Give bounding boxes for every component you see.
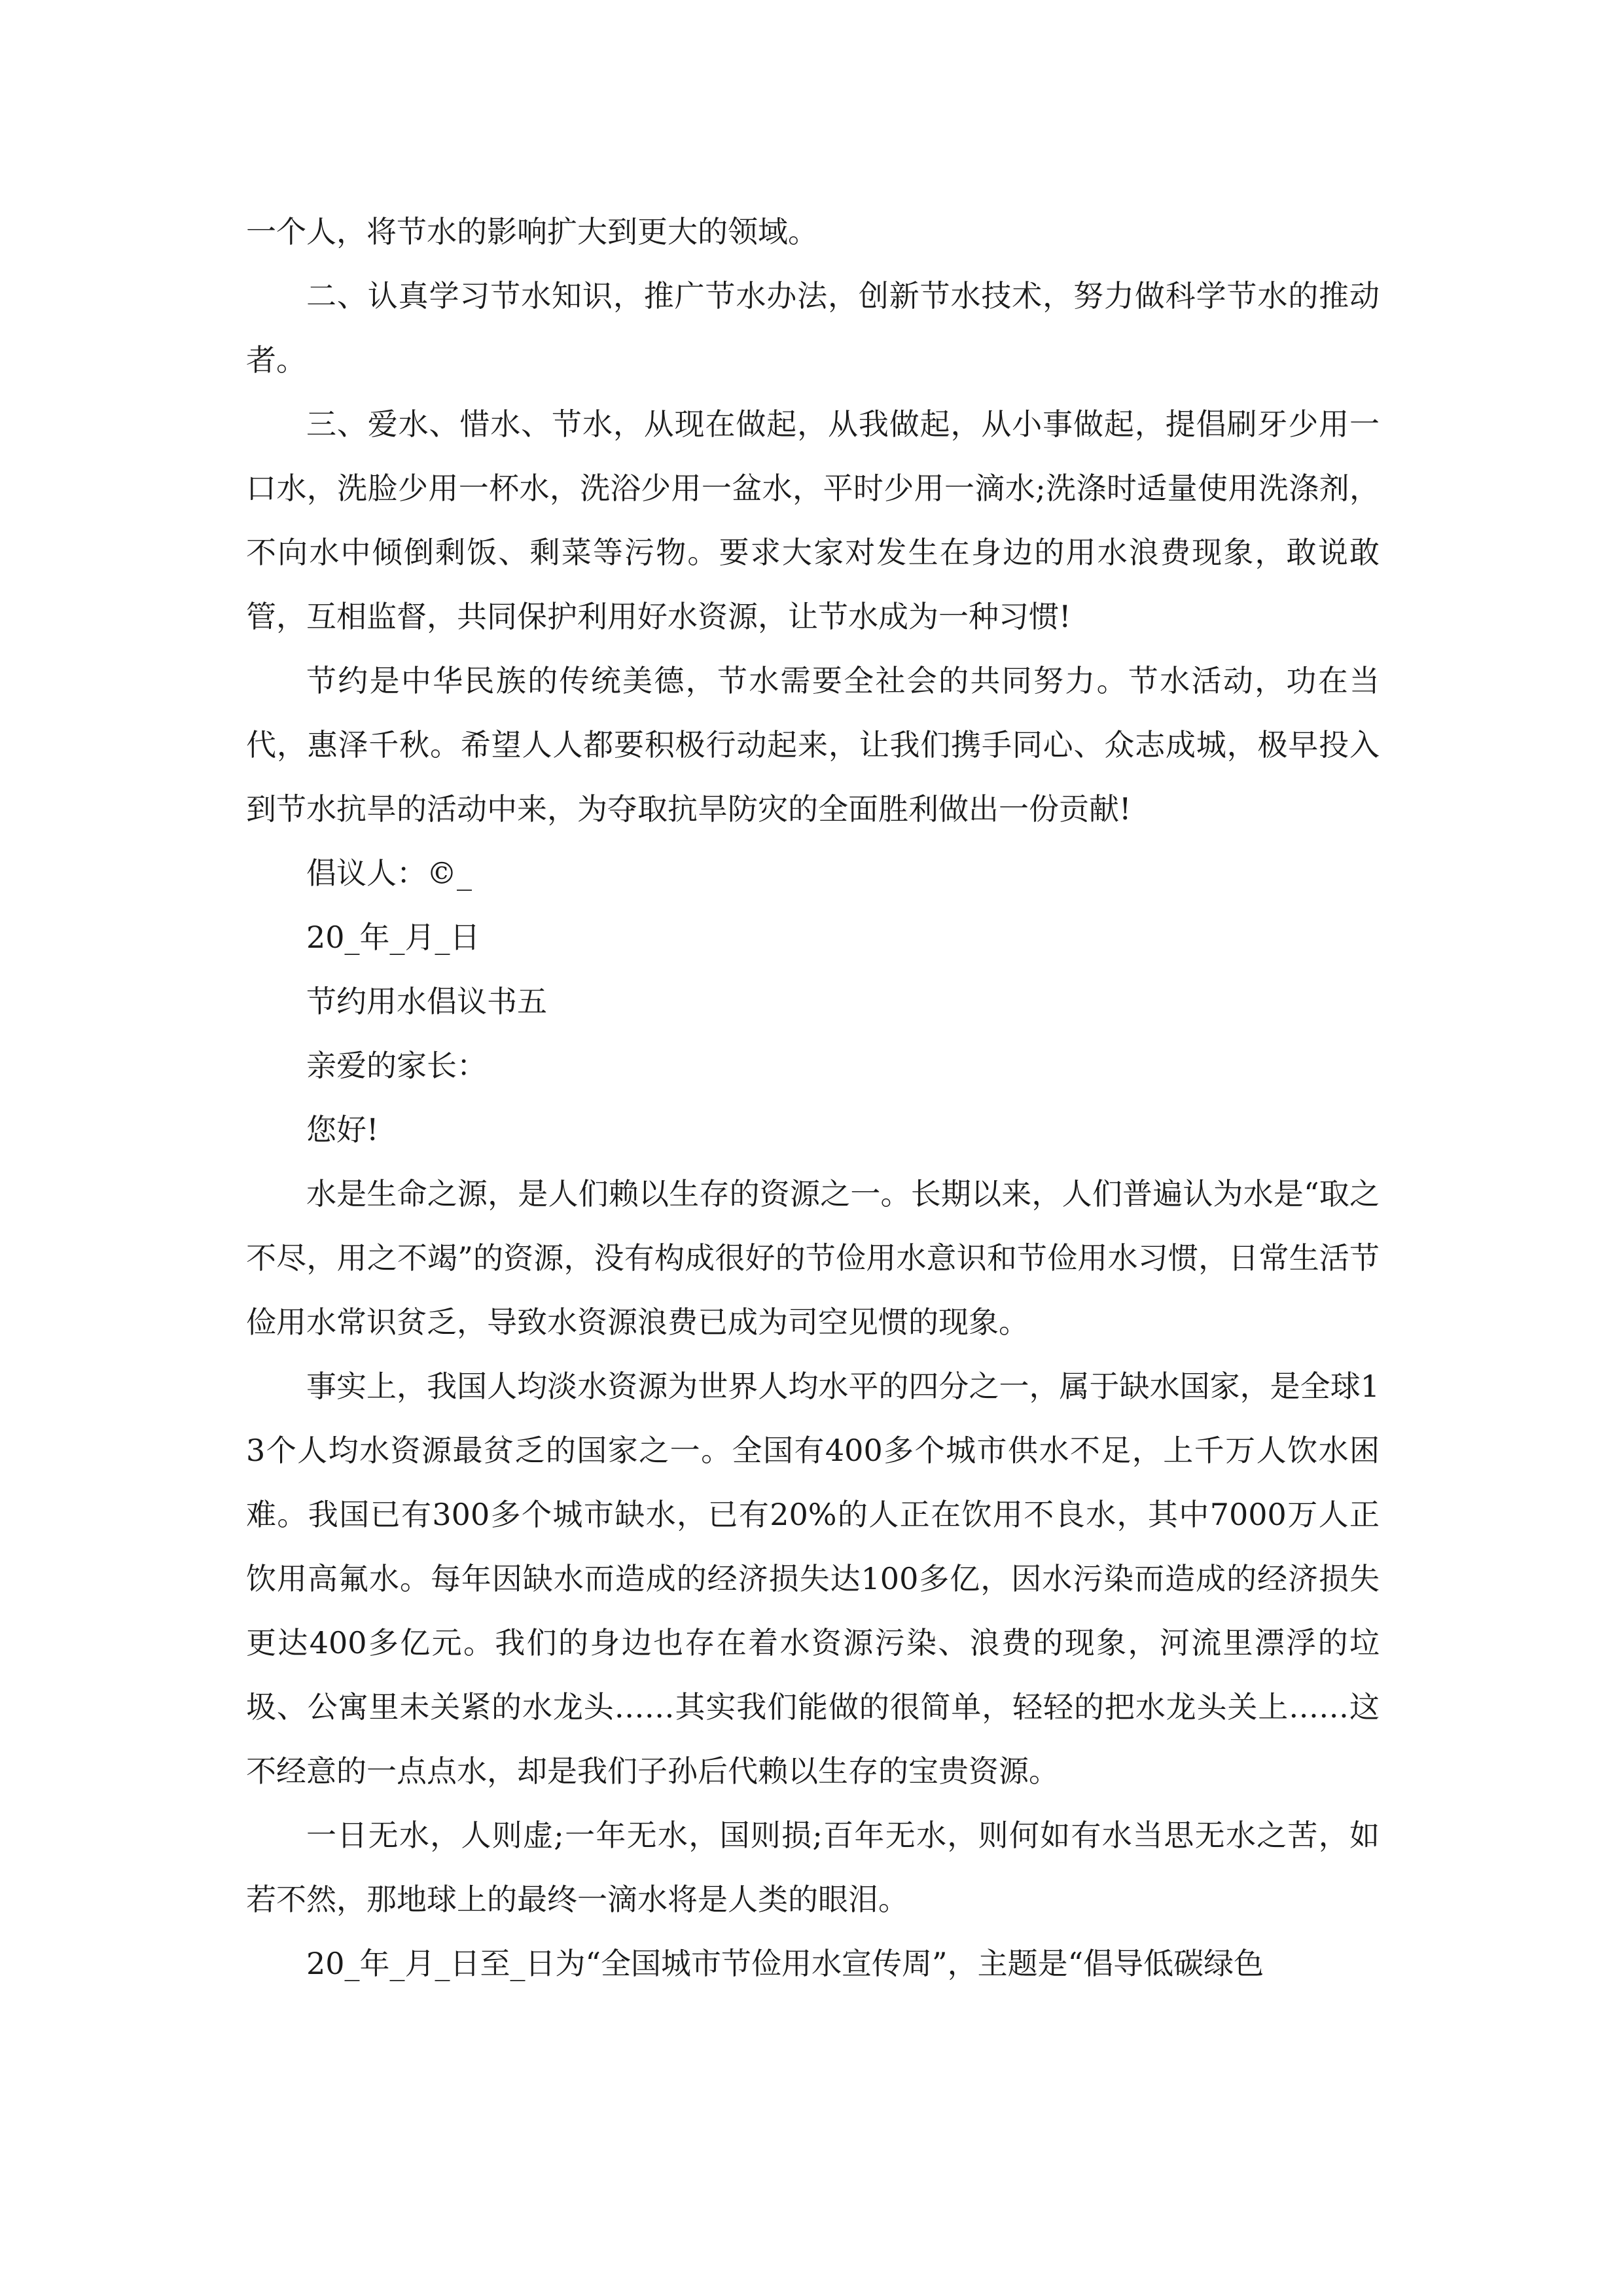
paragraph-conclusion: 节约是中华民族的传统美德，节水需要全社会的共同努力。节水活动，功在当代，惠泽千秋。希望人人都要积极行动起来，让我们携手同心、众志成城，极早投入到节水抗旱的活动中来，为夺取抗旱防灾的全面胜利做出一份贡献! <box>246 663 1380 827</box>
date-line: 20_年_月_日 <box>306 920 480 955</box>
paragraph-item-two: 二、认真学习节水知识，推广节水办法，创新节水技术，努力做科学节水的推动者。 <box>246 278 1380 378</box>
paragraph-week: 20_年_月_日至_日为“全国城市节俭用水宣传周”，主题是“倡导低碳绿色 <box>306 1946 1264 1981</box>
paragraph-facts: 事实上，我国人均淡水资源为世界人均水平的四分之一，属于缺水国家，是全球13个人均水资源最贫乏的国家之一。全国有400多个城市供水不足，上千万人饮水困难。我国已有300多个城市缺水，已有20%的人正在饮用不良水，其中7000万人正饮用高氟水。每年因缺水而造成的经济损失达100多亿，因水污染而造成的经济损失更达400多亿元。我们的身边也存在着水资源污染、浪费的现象，河流里漂浮的垃圾、公寓里未关紧的水龙头……其实我们能做的很简单，轻轻的把水龙头关上……这不经意的一点点水，却是我们子孙后代赖以生存的宝贵资源。 <box>246 1369 1380 1789</box>
initiator-line: 倡议人：©_ <box>306 855 472 891</box>
paragraph-proverb: 一日无水，人则虚;一年无水，国则损;百年无水，则何如有水当思无水之苦，如若不然，那地球上的最终一滴水将是人类的眼泪。 <box>246 1818 1380 1917</box>
paragraph-water-source: 水是生命之源，是人们赖以生存的资源之一。长期以来，人们普遍认为水是“取之不尽，用之不竭”的资源，没有构成很好的节俭用水意识和节俭用水习惯，日常生活节俭用水常识贫乏，导致水资源浪费已成为司空见惯的现象。 <box>246 1176 1380 1340</box>
section-title: 节约用水倡议书五 <box>306 984 547 1019</box>
paragraph-continuation: 一个人，将节水的影响扩大到更大的领域。 <box>246 214 818 249</box>
document-body <box>246 200 1380 1996</box>
paragraph-item-three: 三、爱水、惜水、节水，从现在做起，从我做起，从小事做起，提倡刷牙少用一口水，洗脸少用一杯水，洗浴少用一盆水，平时少用一滴水;洗涤时适量使用洗涤剂，不向水中倾倒剩饭、剩菜等污物。要求大家对发生在身边的用水浪费现象，敢说敢管，互相监督，共同保护利用好水资源，让节水成为一种习惯! <box>246 406 1380 634</box>
salutation: 亲爱的家长： <box>306 1048 487 1083</box>
greeting: 您好! <box>306 1112 379 1147</box>
